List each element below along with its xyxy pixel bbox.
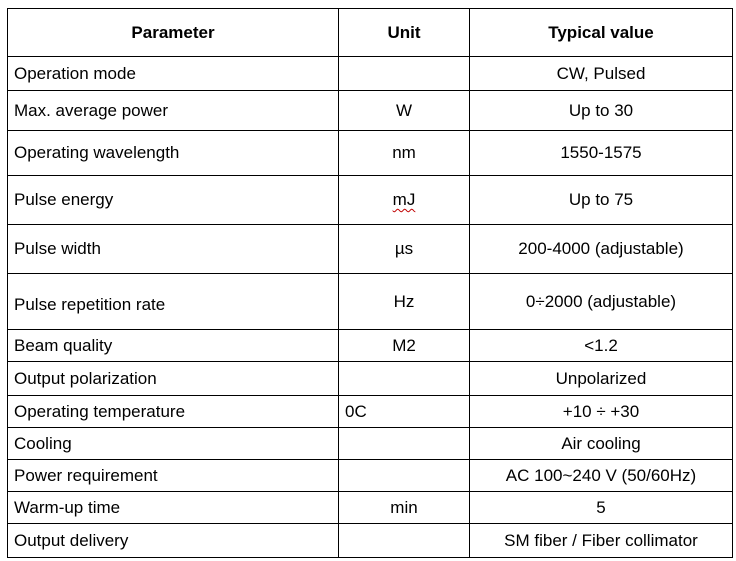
unit-cell bbox=[339, 57, 470, 91]
header-parameter: Parameter bbox=[8, 9, 339, 57]
table-row bbox=[8, 330, 733, 362]
value-cell: +10 ÷ +30 bbox=[470, 396, 733, 428]
unit-cell bbox=[339, 176, 470, 225]
unit-text-misspelled: mJ bbox=[392, 190, 416, 209]
value-cell: Unpolarized bbox=[470, 362, 733, 396]
unit-cell bbox=[339, 524, 470, 558]
table-row bbox=[8, 131, 733, 176]
table-row bbox=[8, 176, 733, 225]
unit-cell: nm bbox=[339, 131, 470, 176]
value-cell: 5 bbox=[470, 492, 733, 524]
value-cell: 0÷2000 (adjustable) bbox=[470, 274, 733, 330]
parameter-cell: Operating wavelength bbox=[8, 131, 339, 176]
parameter-cell: Output delivery bbox=[8, 524, 339, 558]
parameter-cell: Pulse energy bbox=[8, 176, 339, 225]
unit-cell: min bbox=[339, 492, 470, 524]
table-row bbox=[8, 492, 733, 524]
value-cell: SM fiber / Fiber collimator bbox=[470, 524, 733, 558]
value-cell: Air cooling bbox=[470, 428, 733, 460]
parameter-cell: Operating temperature bbox=[8, 396, 339, 428]
spec-table bbox=[7, 8, 733, 558]
value-cell: 200-4000 (adjustable) bbox=[470, 225, 733, 274]
table-row bbox=[8, 91, 733, 131]
parameter-cell: Pulse width bbox=[8, 225, 339, 274]
unit-cell bbox=[339, 460, 470, 492]
table-row bbox=[8, 524, 733, 558]
table-row bbox=[8, 362, 733, 396]
parameter-cell: Cooling bbox=[8, 428, 339, 460]
parameter-cell: Max. average power bbox=[8, 91, 339, 131]
header-typical-value: Typical value bbox=[470, 9, 733, 57]
table-row bbox=[8, 57, 733, 91]
unit-cell bbox=[339, 362, 470, 396]
unit-cell: M2 bbox=[339, 330, 470, 362]
table-row bbox=[8, 225, 733, 274]
table-row bbox=[8, 460, 733, 492]
table-row bbox=[8, 396, 733, 428]
value-cell: <1.2 bbox=[470, 330, 733, 362]
parameter-cell: Beam quality bbox=[8, 330, 339, 362]
table-row bbox=[8, 428, 733, 460]
parameter-cell: Pulse repetition rate bbox=[8, 274, 339, 330]
parameter-cell: Output polarization bbox=[8, 362, 339, 396]
unit-cell: µs bbox=[339, 225, 470, 274]
value-cell: AC 100~240 V (50/60Hz) bbox=[470, 460, 733, 492]
parameter-cell: Power requirement bbox=[8, 460, 339, 492]
unit-cell bbox=[339, 428, 470, 460]
value-cell: CW, Pulsed bbox=[470, 57, 733, 91]
parameter-cell: Operation mode bbox=[8, 57, 339, 91]
value-cell: Up to 30 bbox=[470, 91, 733, 131]
header-row bbox=[8, 9, 733, 57]
value-cell: 1550-1575 bbox=[470, 131, 733, 176]
unit-cell: Hz bbox=[339, 274, 470, 330]
value-cell: Up to 75 bbox=[470, 176, 733, 225]
unit-cell: W bbox=[339, 91, 470, 131]
parameter-cell: Warm-up time bbox=[8, 492, 339, 524]
unit-cell: 0C bbox=[339, 396, 470, 428]
table-row bbox=[8, 274, 733, 330]
header-unit: Unit bbox=[339, 9, 470, 57]
